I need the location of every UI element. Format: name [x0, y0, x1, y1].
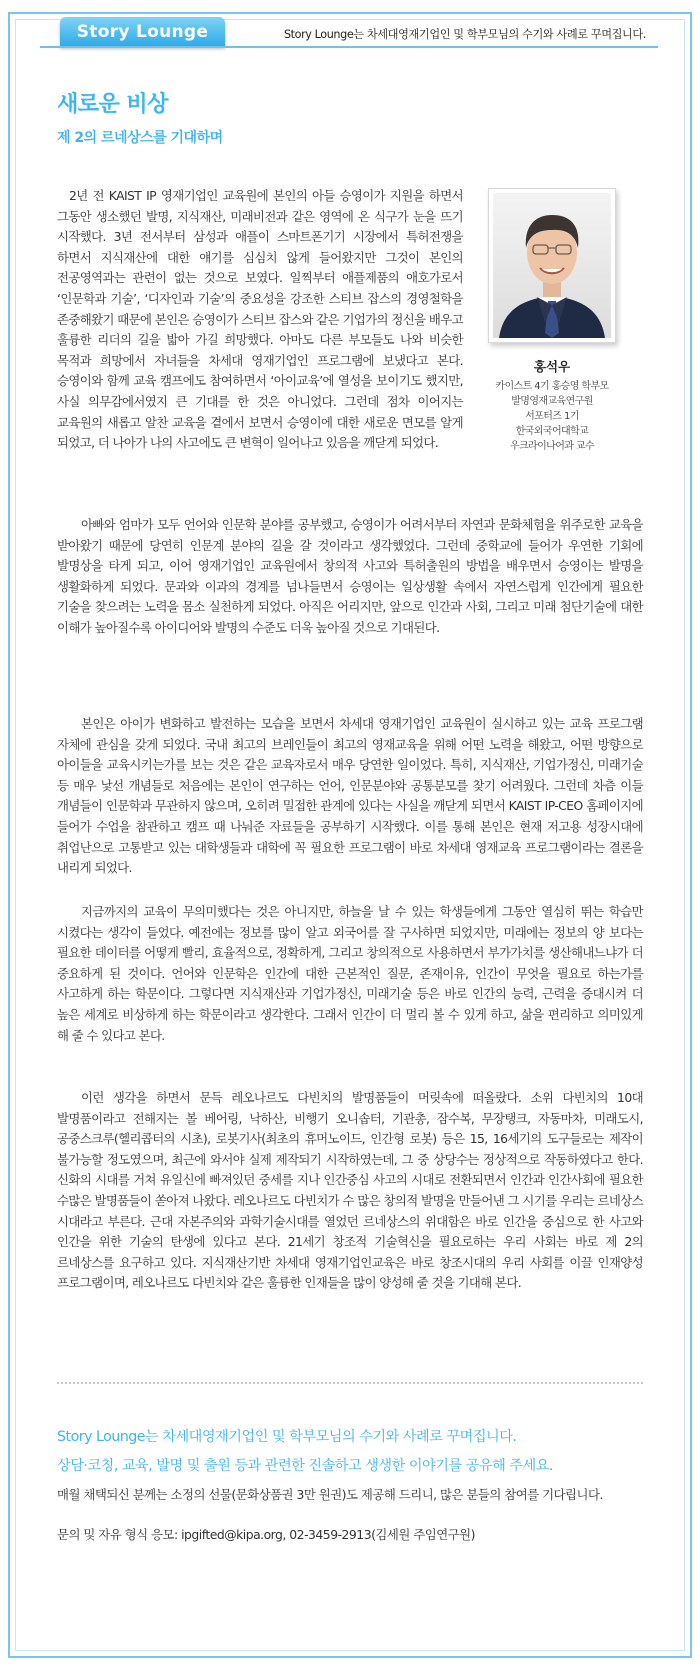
article-title: 새로운 비상 — [57, 92, 168, 117]
author-affiliation-3: 서포터즈 1기 — [525, 411, 579, 422]
article-paragraph-1: 2년 전 KAIST IP 영재기업인 교육원에 본인의 아들 승영이가 지원을 하면서 그동안 생소했던 발명, 지식재산, 미래비전과 같은 영역에 온 식구가 눈을 뜨기 시작했다. 3년 전서부터 삼성과 애플이 스마트폰기기 시장에서 특허전쟁을 하면서 지식재산에 대한 얘기를 심심치 않게 들어왔지만 그것이 본인의 전공영역과는 관련이 없는 것으로 보였다. 일찍부터 애플제품의 애호가로서 ‘인문학과 기술’, ‘디자인과 기술’의 중요성을 강조한 스티브 잡스의 경영철학을 존중해왔기 때문에 본인은 승영이가 스티브 잡스와 같은 기업가의 정신을 배우고 훌륭한 리더의 길을 밟아 가길 희망했다. 아마도 다른 부모들도 나와 비슷한 목적과 희망에서 자녀들을 차세대 영재기업인 프로그램에 보냈다고 본다. 승영이와 함께 교육 캠프에도 참여하면서 ‘아이교육’에 열성을 보이기도 했지만, 사실 의무감에서였지 큰 기대를 한 것은 아니었다. 그런데 점차 이어지는 교육원의 새롭고 알찬 교육을 곁에서 보면서 승영이에 대한 새로운 면모를 알게 되었고, 더 나아가 나의 사고에도 큰 변혁이 일어나고 있음을 깨닫게 되었다. — [57, 188, 463, 451]
author-profile — [477, 188, 627, 454]
footer-headline: Story Lounge는 차세대영재기업인 및 학부모님의 수기와 사례로 꾸며집니다. — [57, 1429, 517, 1445]
article-paragraph-4: 지금까지의 교육이 무의미했다는 것은 아니지만, 하늘을 날 수 있는 학생들에게 그동안 열심히 뛰는 학습만 시켰다는 생각이 들었다. 예전에는 정보를 많이 알고 외국어를 잘 구사하면 되었지만, 미래에는 정보의 양 보다는 필요한 데이터를 어떻게 빨리, 효율적으로, 정확하게, 그리고 창의적으로 사용하면서 부가가치를 생산해내느냐가 더 중요하게 된 것이다. 언어와 인문학은 인간에 대한 근본적인 질문, 존재이유, 인간이 무엇을 필요로 하는가를 사고하게 하는 학문이다. 그렇다면 지식재산과 기업가정신, 미래기술 등은 바로 인간의 능력, 근력을 증대시켜 더 높은 세계로 비상하게 하는 학문이라고 생각한다. 그래서 인간이 더 멀리 볼 수 있게 하고, 삶을 편리하고 의미있게 해 줄 수 있다고 본다. — [57, 904, 643, 1043]
footer-contact: 문의 및 자유 형식 응모: ipgifted@kipa.org, 02-3459-2913(김세원 주임연구원) — [57, 1527, 475, 1542]
header-underline — [40, 46, 658, 48]
header-description: Story Lounge는 차세대영재기업인 및 학부모님의 수기와 사례로 꾸며집니다. — [283, 28, 646, 41]
footer-invitation: 상담·코칭, 교육, 발명 및 출원 등과 관련한 진솔하고 생생한 이야기를 공유해 주세요. — [57, 1458, 553, 1474]
article-paragraph-5: 이런 생각을 하면서 문득 레오나르도 다빈치의 발명품들이 머릿속에 떠올랐다. 소위 다빈치의 10대 발명품이라고 전해지는 볼 베어링, 낙하산, 비행기 오니솝터, 기관총, 잠수복, 무장탱크, 자동마차, 미래도시, 공중스크루(헬리콥터의 시초), 로봇기사(최초의 휴머노이드, 인간형 로봇) 등은 15, 16세기의 도구들로는 제작이 불가능할 정도였으며, 최근에 와서야 실제 제작되기 시작하였는데, 그 중 상당수는 정상적으로 작동하였다고 한다. 신화의 시대를 거쳐 유일신에 빠져있던 중세를 지나 인간중심 사고의 시대로 전환되면서 인간과 인간사회에 필요한 수많은 발명품들이 쏟아져 나왔다. 레오나르도 다빈치가 수 많은 창의적 발명을 만들어낸 그 시기를 우리는 르네상스 시대라고 부른다. 근대 자본주의와 과학기술시대를 열었던 르네상스의 위대함은 바로 인간을 중심으로 한 사고와 인간을 위한 기술의 탄생에 있다고 본다. 21세기 창조적 기술혁신을 필요로하는 우리 사회는 바로 제 2의 르네상스를 요구하고 있다. 지식재산기반 차세대 영재기업인교육은 바로 창조시대의 우리 사회를 이끌 인재양성 프로그램이며, 레오나르도 다빈치와 같은 훌륭한 인재들을 많이 양성해 줄 것을 기대해 본다. — [57, 1090, 643, 1291]
footer-reward-note: 매월 채택되신 분께는 소정의 선물(문화상품권 3만 원권)도 제공해 드리니, 많은 분들의 참여를 기다립니다. — [57, 1487, 603, 1502]
author-affiliation-4: 한국외국어대학교 — [515, 426, 589, 437]
story-lounge-tab: Story Lounge — [60, 17, 225, 47]
author-name: 홍석우 — [533, 359, 571, 374]
footer-divider — [57, 1382, 643, 1384]
author-affiliation-5: 우크라이나어과 교수 — [509, 441, 595, 452]
article-paragraph-2: 아빠와 엄마가 모두 언어와 인문학 분야를 공부했고, 승영이가 어려서부터 자연과 문화체험을 위주로한 교육을 받아왔기 때문에 당연히 인문계 분야의 길을 갈 것이라고 생각했었다. 그런데 중학교에 들어가 우연한 기회에 발명상을 타게 되고, 이어 영재기업인 교육원에서 창의적 사고와 특허출원의 방법을 배우면서 승영이는 발명을 생활화하게 되었다. 문과와 이과의 경계를 넘나들면서 승영이는 일상생활 속에서 자연스럽게 인간에게 필요한 기술을 찾으려는 노력을 몸소 실천하게 되었다. 아직은 어리지만, 앞으로 인간과 사회, 그리고 미래 첨단기술에 대한 이해가 높아질수록 아이디어와 발명의 수준도 더욱 높아질 것으로 기대된다. — [57, 517, 643, 635]
author-photo — [488, 188, 616, 343]
author-portrait-icon — [493, 193, 611, 338]
article-paragraph-3: 본인은 아이가 변화하고 발전하는 모습을 보면서 차세대 영재기업인 교육원이 실시하고 있는 교육 프로그램 자체에 관심을 갖게 되었다. 국내 최고의 브레인들이 최고의 영재교육을 위해 어떤 노력을 해왔고, 어떤 방향으로 아이들을 교육시키는가를 보는 것은 같은 교육자로서 매우 당연한 일이었다. 특히, 지식재산, 기업가정신, 미래기술 등 매우 낯선 개념들로 처음에는 본인이 연구하는 언어, 인문분야와 공통분모를 찾기 어려웠다. 그런데 차츰 이들 개념들이 인문학과 무관하지 않으며, 오히려 밀접한 관계에 있다는 사실을 깨닫게 되면서 KAIST IP-CEO 홈페이지에 들어가 수업을 참관하고 캠프 때 나눠준 자료들을 공부하기 시작했다. 이를 통해 본인은 현재 저고용 성장시대에 취업난으로 고통받고 있는 대학생들과 대학에 꼭 필요한 프로그램이 바로 차세대 영재교육 프로그램이라는 결론을 내리게 되었다. — [57, 716, 643, 876]
author-affiliation-2: 발명영재교육연구원 — [511, 396, 593, 407]
article-subtitle: 제 2의 르네상스를 기대하며 — [57, 130, 223, 146]
author-affiliation-1: 카이스트 4기 홍승영 학부모 — [495, 381, 609, 392]
story-lounge-header — [30, 14, 670, 48]
